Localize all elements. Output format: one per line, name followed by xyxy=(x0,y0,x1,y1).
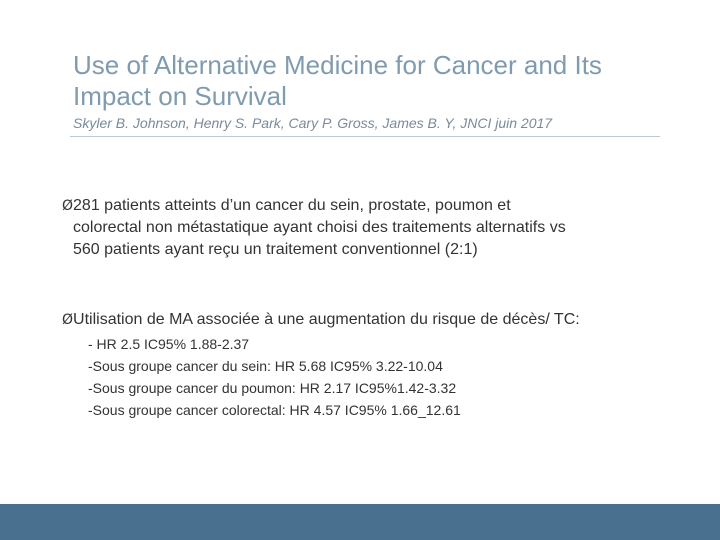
hazard-ratio-list xyxy=(88,333,461,421)
footer-accent-bar xyxy=(0,504,720,540)
hazard-ratio-item: -Sous groupe cancer colorectal: HR 4.57 IC95% 1.66_12.61 xyxy=(88,402,461,418)
hazard-ratio-item: -Sous groupe cancer du poumon: HR 2.17 IC95%1.42-3.32 xyxy=(88,380,457,396)
hazard-ratio-item: -Sous groupe cancer du sein: HR 5.68 IC95% 3.22-10.04 xyxy=(88,358,443,374)
slide-title-line-2: Impact on Survival xyxy=(73,81,287,111)
bullet-patients-line-3: 560 patients ayant reçu un traitement conventionnel (2:1) xyxy=(73,241,478,258)
hazard-ratio-item: - HR 2.5 IC95% 1.88-2.37 xyxy=(88,336,250,352)
bullet-risk xyxy=(62,309,692,331)
bullet-patients-line-1 xyxy=(62,195,662,217)
slide-title xyxy=(73,50,673,112)
bullet-arrow-icon: Ø xyxy=(62,198,74,214)
bullet-patients-line-2: colorectal non métastatique ayant choisi des traitements alternatifs vs xyxy=(73,219,566,236)
slide-title-line-1: Use of Alternative Medicine for Cancer and Its xyxy=(73,50,602,80)
bullet-patients xyxy=(62,195,662,261)
bullet-arrow-icon: Ø xyxy=(62,312,74,328)
bullet-patients-text-1: 281 patients atteints d’un cancer du sein, prostate, poumon et xyxy=(73,197,511,214)
bullet-risk-text: Utilisation de MA associée à une augmentation du risque de décès/ TC: xyxy=(73,311,580,328)
title-divider xyxy=(70,136,660,137)
slide-subtitle-authors: Skyler B. Johnson, Henry S. Park, Cary P. Gross, James B. Y, JNCI juin 2017 xyxy=(73,115,553,131)
